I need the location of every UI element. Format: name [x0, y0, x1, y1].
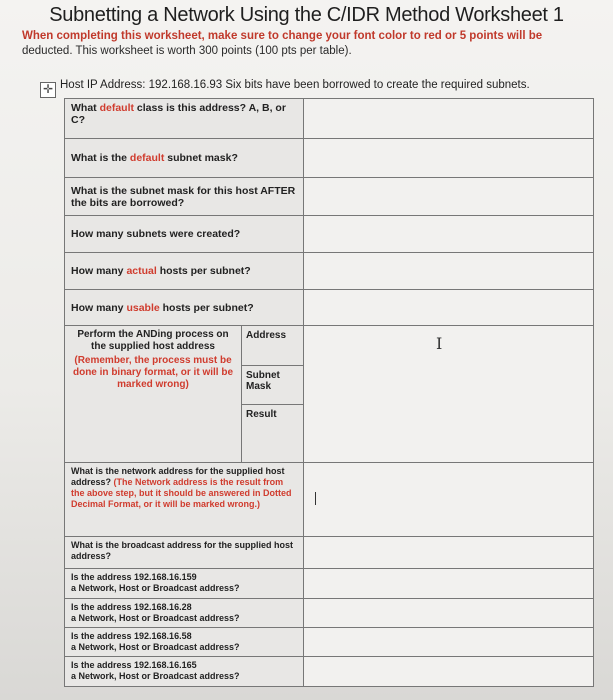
question-default-class: What default class is this address? A, B, or C?: [65, 99, 304, 139]
question-address-165: Is the address 192.168.16.165 a Network, Host or Broadcast address?: [65, 657, 304, 687]
anding-process-cell: [65, 326, 304, 463]
worksheet-table: [64, 98, 594, 700]
question-subnets-created: How many subnets were created?: [65, 216, 304, 253]
answer-network-address[interactable]: [304, 463, 594, 537]
question-address-28: Is the address 192.168.16.28 a Network, Host or Broadcast address?: [65, 599, 304, 628]
answer-broadcast-address[interactable]: [304, 537, 594, 569]
answer-default-mask[interactable]: [304, 139, 594, 178]
question-address-58: Is the address 192.168.16.58 a Network, Host or Broadcast address?: [65, 628, 304, 657]
answer-borrowed-mask[interactable]: [304, 178, 594, 216]
anding-result-label: Result: [246, 409, 277, 421]
answer-default-class[interactable]: [304, 99, 594, 139]
answer-address-28[interactable]: [304, 599, 594, 628]
question-address-159: Is the address 192.168.16.159 a Network, Host or Broadcast address?: [65, 569, 304, 599]
answer-subnets-created[interactable]: [304, 216, 594, 253]
worksheet-title: Subnetting a Network Using the C/IDR Method Worksheet 1: [49, 4, 564, 26]
host-ip-line: Host IP Address: 192.168.16.93 Six bits have been borrowed to create the required subnets.: [60, 79, 530, 91]
answer-address-159[interactable]: [304, 569, 594, 599]
text-insertion-caret: [315, 492, 316, 505]
answer-usable-hosts[interactable]: [304, 290, 594, 326]
question-default-mask: What is the default subnet mask?: [65, 139, 304, 178]
anding-instructions: Perform the ANDing process on the supplied host address (Remember, the process must be done in binary format, or it will be marked wrong): [65, 326, 242, 462]
answer-address-58[interactable]: [304, 628, 594, 657]
instructions-line-1: When completing this worksheet, make sure to change your font color to red or 5 points will be: [22, 30, 543, 42]
answer-anding[interactable]: [304, 326, 594, 463]
question-borrowed-mask: What is the subnet mask for this host AFTER the bits are borrowed?: [65, 178, 304, 216]
anding-mask-label: Subnet Mask: [242, 366, 303, 406]
question-usable-hosts: How many usable hosts per subnet?: [65, 290, 304, 326]
question-network-address: What is the network address for the supplied host address? (The Network address is the result from the above step, but it should be answered in Dotted Decimal Format, or it will be marked wrong.): [65, 463, 304, 537]
question-actual-hosts: How many actual hosts per subnet?: [65, 253, 304, 290]
instructions-line-2: deducted. This worksheet is worth 300 points (100 pts per table).: [22, 45, 352, 57]
question-broadcast-address: What is the broadcast address for the supplied host address?: [65, 537, 304, 569]
answer-address-165[interactable]: [304, 657, 594, 687]
instructions: [22, 29, 582, 59]
text-cursor-icon: I: [436, 334, 443, 353]
answer-actual-hosts[interactable]: [304, 253, 594, 290]
move-handle-icon[interactable]: ✛: [40, 82, 56, 98]
anding-address-label: Address: [242, 326, 303, 366]
